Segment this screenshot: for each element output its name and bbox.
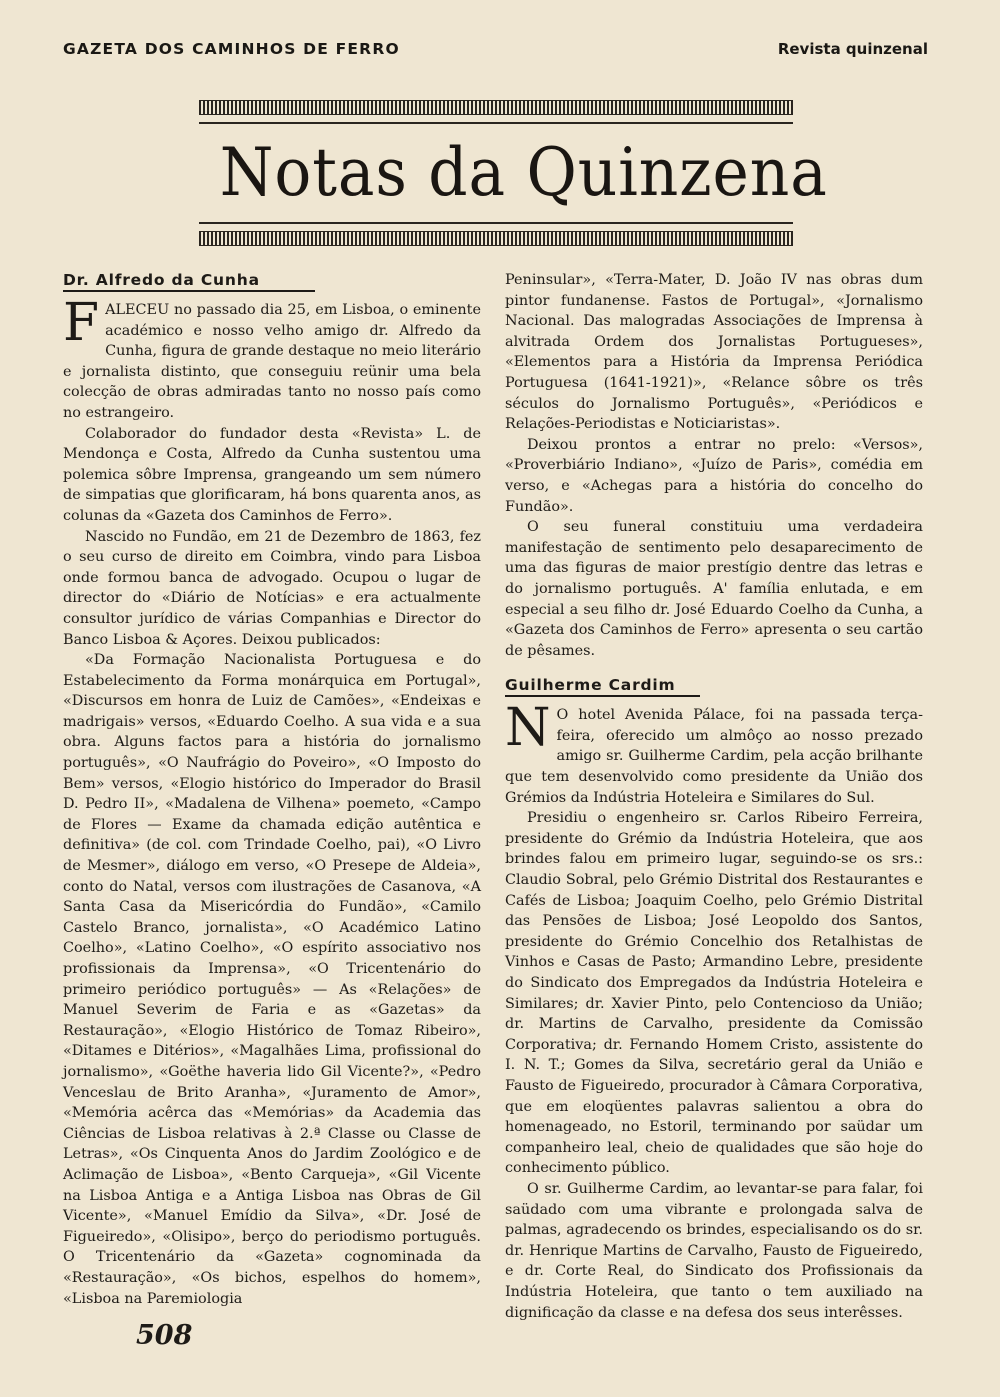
banner-top-stripe xyxy=(199,100,793,115)
drop-cap: F xyxy=(63,293,100,353)
section-banner xyxy=(199,100,828,246)
page-number: 508 xyxy=(136,1320,193,1351)
article-paragraph: Deixou prontos a entrar no prelo: «Versos», «Proverbiário Indiano», «Juízo de Paris», comédia em verso, e «Achegas para a história do concelho do Fundão». xyxy=(505,436,923,515)
article-paragraph-continued: Peninsular», «Terra-Mater, D. João IV nas obras dum pintor fundanense. Fastos de Portugal», «Jornalismo Nacional. Das malogradas Associações de Imprensa à alvitrada Ordem dos Jornalistas Portugueses», «Elementos para a História da Imprensa Periódica Portuguesa (1641-1921)», «Relance sôbre os três séculos do Jornalismo Português», «Periódicos e Relações-Periodistas e Noticiaristas». xyxy=(505,272,923,433)
article-paragraph: Presidiu o engenheiro sr. Carlos Ribeiro Ferreira, presidente do Grémio da Indústria Hoteleira, que aos brindes falou em primeiro lugar, seguindo-se os srs.: Claudio Sobral, pelo Grémio Distrital dos Restaurantes e Cafés de Lisboa; Joaquim Coelho, pelo Grémio Distrital das Pensões de Lisboa; José Leopoldo dos Santos, presidente do Grémio Concelhio dos Retalhistas de Vinhos e Casas de Pasto; Armandino Lebre, presidente do Sindicato dos Empregados da Indústria Hoteleira e Similares; dr. Xavier Pinto, pelo Contencioso da União; dr. Martins de Carvalho, presidente da Comissão Corporativa; dr. Fernando Homem Cristo, assistente do I. N. T.; Gomes da Silva, secretário geral da União e Fausto de Figueiredo, procurador à Câmara Corporativa, que em eloqüentes palavras salientou a obra do homenageado, no Estoril, terminando por saüdar um companheiro leal, cheio de qualidades que são hoje do conhecimento público. xyxy=(505,810,923,1177)
article-heading-guilherme-cardim: Guilherme Cardim xyxy=(505,675,700,697)
section-label: Revista quinzenal xyxy=(777,40,928,58)
banner-bottom-rule xyxy=(199,222,793,224)
publication-title: GAZETA DOS CAMINHOS DE FERRO xyxy=(63,40,400,58)
drop-cap: N xyxy=(505,698,551,759)
banner-top-rule xyxy=(199,122,793,124)
article-paragraph: Nascido no Fundão, em 21 de Dezembro de 1863, fez o seu curso de direito em Coimbra, vindo para Lisboa onde formou banca de advogado. Ocupou o lugar de director do «Diário de Notícias» e era actualmente consultor jurídico de várias Companhias e Director do Banco Lisboa & Açores. Deixou publicados: xyxy=(63,528,481,648)
article-heading-alfredo-da-cunha: Dr. Alfredo da Cunha xyxy=(63,270,315,292)
left-column xyxy=(63,270,481,1309)
banner-bottom-stripe xyxy=(199,231,793,246)
article-paragraph: Colaborador do fundador desta «Revista» L. de Mendonça e Costa, Alfredo da Cunha sustentou uma polemica sôbre Imprensa, grangeando um sem número de simpatias que glorificaram, há bons quarenta anos, as colunas da «Gazeta dos Caminhos de Ferro». xyxy=(63,425,481,524)
article-paragraph: O seu funeral constituiu uma verdadeira manifestação de sentimento pelo desaparecimento de uma das figuras de maior prestígio dentre das letras e do jornalismo português. A' família enlutada, e em especial a seu filho dr. José Eduardo Coelho da Cunha, a «Gazeta dos Caminhos de Ferro» apresenta o seu cartão de pêsames. xyxy=(505,519,923,659)
article-paragraph: FALECEU no passado dia 25, em Lisboa, o eminente académico e nosso velho amigo dr. Alfredo da Cunha, figura de grande destaque no meio literário e jornalista distinto, que conseguiu reünir uma bela colecção de obras admiradas tanto no nosso país como no estrangeiro. xyxy=(63,293,481,421)
right-column xyxy=(505,270,923,1323)
banner-title: Notas da Quinzena xyxy=(219,134,828,211)
article-paragraph: «Da Formação Nacionalista Portuguesa e do Estabelecimento da Forma monárquica em Portugal», «Discursos em honra de Luiz de Camões», «Endeixas e madrigais» versos, «Eduardo Coelho. A sua vida e a sua obra. Alguns factos para a história do jornalismo português», «O Naufrágio do Poveiro», «O Imposto do Bem» versos, «Elogio histórico do Imperador do Brasil D. Pedro II», «Madalena de Vilhena» poemeto, «Campo de Flores — Exame da chamada edição autêntica e definitiva» (de col. com Trindade Coelho, pai), «O Livro de Mesmer», diálogo em verso, «O Presepe de Aldeia», conto do Natal, versos com ilustrações de Casanova, «A Santa Casa da Misericórdia do Fundão», «Camilo Castelo Branco, jornalista», «O Académico Latino Coelho», «Latino Coelho», «O espírito associativo nos profissionais da Imprensa», «O Tricentenário do primeiro periódico português» — As «Relações» de Manuel Severim de Faria e as «Gazetas» da Restauração», «Elogio Histórico de Tomaz Ribeiro», «Ditames e Ditérios», «Magalhães Lima, profissional do jornalismo», «Goëthe haveria lido Gil Vicente?», «Pedro Venceslau de Brito Aranha», «Juramento de Amor», «Memória acêrca das «Memórias» da Academia das Ciências de Lisboa relativas à 2.ª Classe ou Classe de Letras», «Os Cinquenta Anos do Jardim Zoológico e de Aclimação de Lisboa», «Bento Carqueja», «Gil Vicente na Lisboa Antiga e a Antiga Lisboa nas Obras de Gil Vicente», «Manuel Emídio da Silva», «Dr. José de Figueiredo», «Olisipo», berço do periodismo português. O Tricentenário da «Gazeta» cognominada da «Restauração», «Os bichos, espelhos do homem», «Lisboa na Paremiologia xyxy=(63,652,481,1307)
article-paragraph: N O hotel Avenida Pálace, foi na passada terça-feira, oferecido um almôço ao nosso prezado amigo sr. Guilherme Cardim, pela acção brilhante que tem desenvolvido como presidente da União dos Grémios da Indústria Hoteleira e Similares do Sul. xyxy=(505,698,923,806)
article-paragraph: O sr. Guilherme Cardim, ao levantar-se para falar, foi saüdado com uma vibrante e prolongada salva de palmas, agradecendo os brindes, especialisando os do sr. dr. Henrique Martins de Carvalho, Fausto de Figueiredo, e dr. Corte Real, do Sindicato dos Profissionais da Indústria Hoteleira, que tanto o tem auxiliado na dignificação da classe e na defesa dos seus interêsses. xyxy=(505,1180,923,1321)
